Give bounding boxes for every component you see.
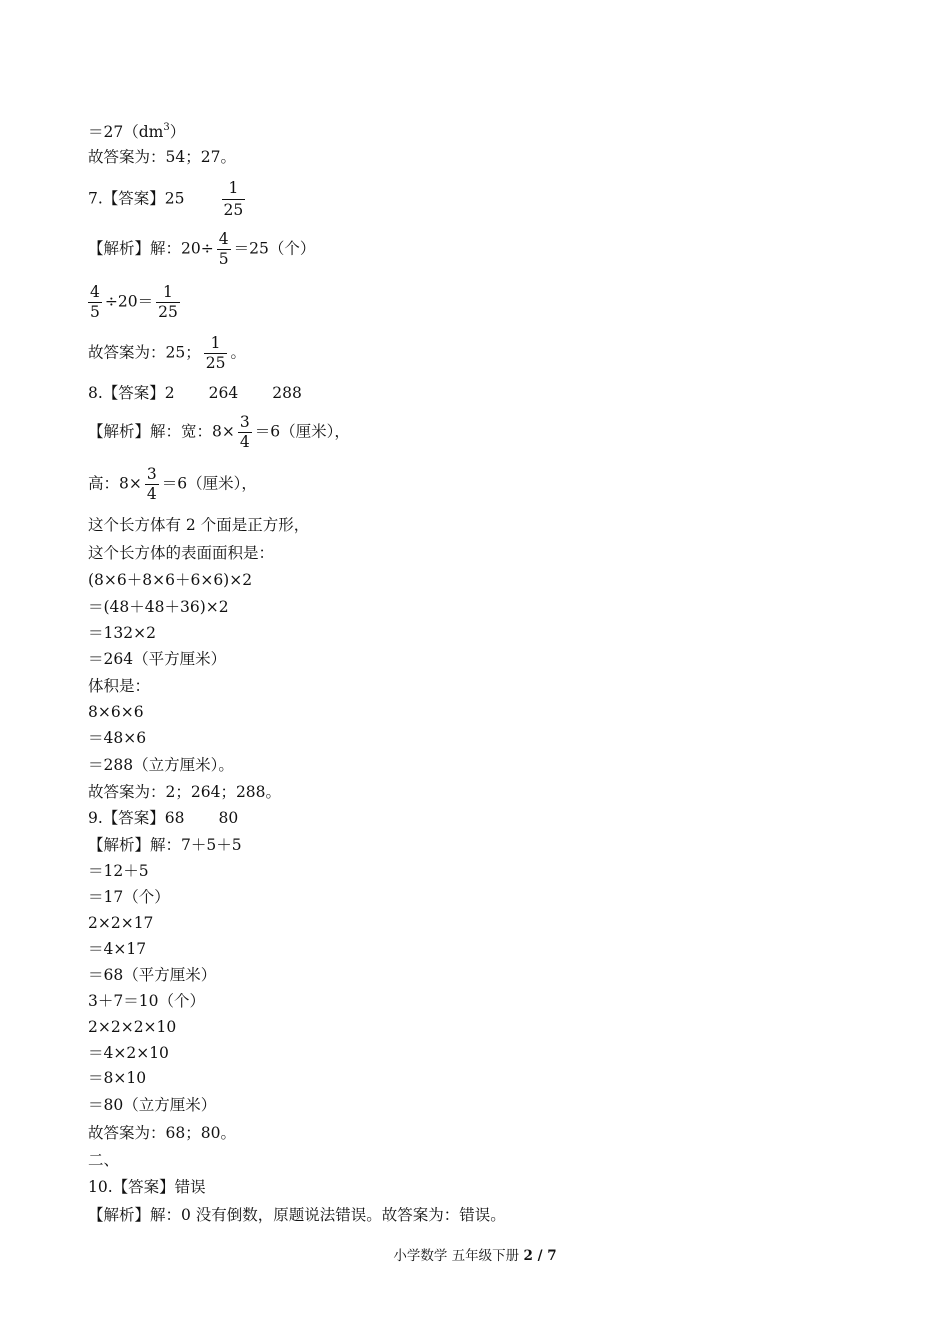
q8-answer: 8.【答案】2 264 288 <box>88 384 302 402</box>
q9-line: ＝68（平方厘米） <box>88 966 217 984</box>
q9-conclusion: 故答案为：68；80。 <box>88 1124 236 1142</box>
q7-analysis: 【解析】解：20÷ $\frac{4}{5}$ ＝25（个） <box>88 230 316 268</box>
section-heading: 二、 <box>88 1151 120 1169</box>
q8-line: ＝48×6 <box>88 729 147 747</box>
q9-line: 2×2×2×10 <box>88 1018 177 1036</box>
line-volume-result: $=27(dm^3)$ <box>88 122 186 141</box>
q9-line: ＝8×10 <box>88 1069 147 1087</box>
fraction: $\frac{4}{5}$ <box>90 283 100 321</box>
fraction: $\frac{4}{5}$ <box>218 230 229 268</box>
line-answer-6: 故答案为：54；27。 <box>88 148 236 166</box>
footer-label: 小学数学 五年级下册 <box>393 1248 524 1264</box>
q7-step: $\frac{4}{5}$ ÷20＝ $\frac{1}{25}$ <box>90 283 178 321</box>
q8-line: ＝264（平方厘米） <box>88 650 227 668</box>
q8-line: ＝288（立方厘米）。 <box>88 756 234 774</box>
q9-line: ＝4×17 <box>88 940 147 958</box>
q9-line: ＝12＋5 <box>88 862 149 880</box>
q8-line: (8×6＋8×6＋6×6)×2 <box>88 571 253 589</box>
page-footer <box>0 1244 950 1264</box>
q8-analysis-width: 【解析】解：宽：8× $\frac{3}{4}$ ＝6（厘米）， <box>88 413 350 451</box>
q10-answer: 10.【答案】错误 <box>88 1178 206 1196</box>
q8-line: 体积是： <box>88 677 151 695</box>
q8-conclusion: 故答案为：2；264；288。 <box>88 783 282 801</box>
q9-line: 2×2×17 <box>88 914 154 932</box>
fraction: $\frac{1}{25}$ <box>205 334 226 372</box>
fraction: $\frac{1}{25}$ <box>223 179 244 219</box>
q9-line: 3＋7＝10（个） <box>88 992 205 1010</box>
q8-line: ＝132×2 <box>88 624 156 642</box>
fraction: $\frac{3}{4}$ <box>146 465 157 503</box>
fraction: $\frac{1}{25}$ <box>158 283 178 321</box>
q9-line: ＝17（个） <box>88 888 170 906</box>
q9-line: 【解析】解：7＋5＋5 <box>88 836 242 854</box>
q8-height: 高：8× $\frac{3}{4}$ ＝6（厘米）， <box>88 465 257 503</box>
q8-line: 8×6×6 <box>88 703 144 721</box>
q9-line: ＝80（立方厘米） <box>88 1096 217 1114</box>
q8-line: 这个长方体有 2 个面是正方形， <box>88 516 310 534</box>
fraction: $\frac{3}{4}$ <box>239 413 250 451</box>
q7-conclusion: 故答案为：25； $\frac{1}{25}$ 。 <box>88 334 246 372</box>
page-number: 2 / 7 <box>523 1248 557 1264</box>
q8-line: ＝(48＋48＋36)×2 <box>88 598 229 616</box>
q9-answer: 9.【答案】68 80 <box>88 809 239 827</box>
q9-line: ＝4×2×10 <box>88 1044 169 1062</box>
q10-analysis: 【解析】解：0 没有倒数，原题说法错误。故答案为：错误。 <box>88 1206 506 1224</box>
q8-line: 这个长方体的表面面积是： <box>88 544 275 562</box>
q7-answer: 7.【答案】25 $\frac{1}{25}$ <box>88 179 244 219</box>
